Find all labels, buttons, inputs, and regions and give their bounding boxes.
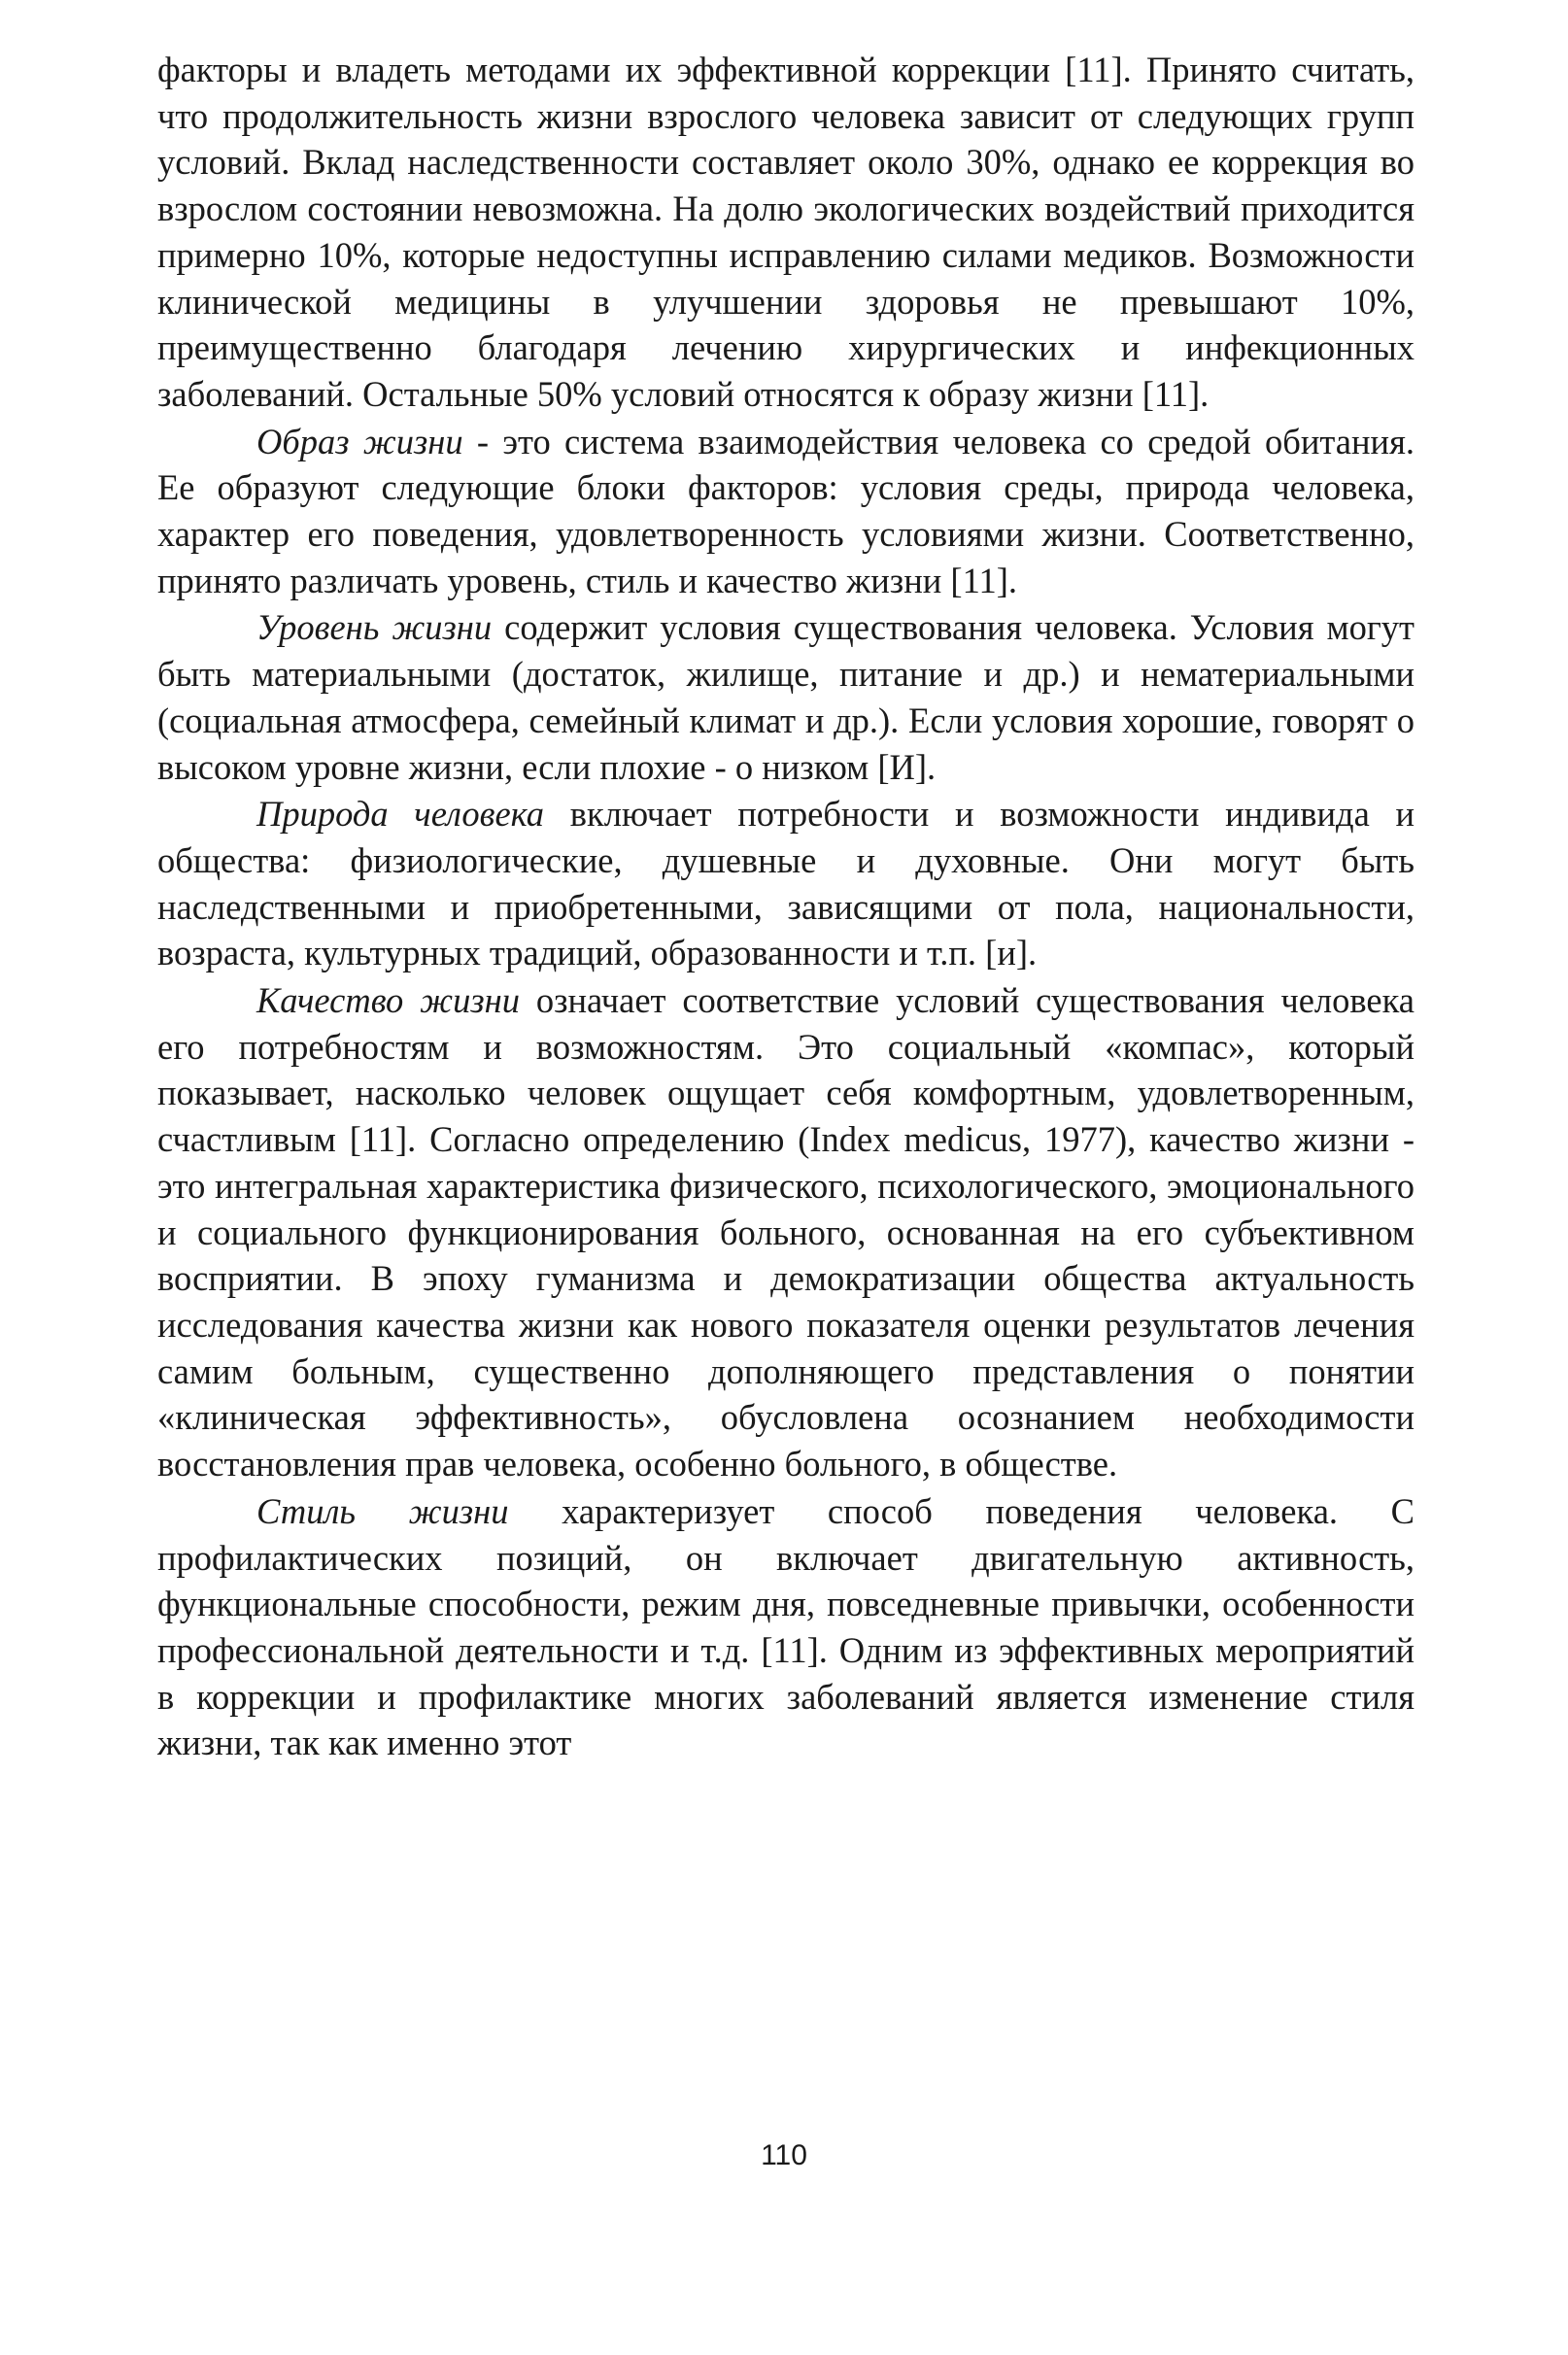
paragraph-living-standard xyxy=(157,604,1415,790)
paragraph-text: включает потребности и возможности индивида и общества: физиологические, душевные и духовные. Они могут быть наследственными и приобретенными, зависящими от пола, национальности, возраста, культурных традиций, образованности и т.п. [и]. xyxy=(157,794,1415,973)
page-number: 110 xyxy=(761,2139,807,2171)
paragraph-text: факторы и владеть методами их эффективной коррекции [11]. Принято считать, что продолжительность жизни взрослого человека зависит от следующих групп условий. Вклад наследственности составляет около 30%, однако ее коррекция во взрослом состоянии невозможна. На долю экологических воздействий приходится примерно 10%, которые недоступны исправлению силами медиков. Возможности клинической медицины в улучшении здоровья не превышают 10%, преимущественно благодаря лечению хирургических и инфекционных заболеваний. Остальные 50% условий относятся к образу жизни [11]. xyxy=(157,50,1415,414)
term-living-standard: Уровень жизни xyxy=(256,607,493,648)
paragraph-intro xyxy=(157,47,1415,418)
paragraph-lifestyle-definition xyxy=(157,419,1415,604)
term-way-of-life: Стиль жизни xyxy=(256,1490,509,1531)
paragraph-way-of-life xyxy=(157,1488,1415,1766)
paragraph-text: - это система взаимодействия человека со средой обитания. Ее образуют следующие блоки факторов: условия среды, природа человека, характер его поведения, удовлетворенность условиями жизни. Соответственно, принято различать уровень, стиль и качество жизни [11]. xyxy=(157,421,1415,600)
paragraph-human-nature xyxy=(157,791,1415,976)
body-text xyxy=(157,47,1415,1766)
term-human-nature: Природа человека xyxy=(256,794,545,835)
paragraph-text: означает соответствие условий существования человека его потребностям и возможностям. Это социальный «компас», который показывает, насколько человек ощущает себя комфортным, удовлетворенным, счастливым [11]. Согласно определению (Index medicus, 1977), качество жизни - это интегральная характеристика физического, психологического, эмоционального и социального функционирования больного, основанная на его субъективном восприятии. В эпоху гуманизма и демократизации общества актуальность исследования качества жизни как нового показателя оценки результатов лечения самим больным, существенно дополняющего представления о понятии «клиническая эффективность», обусловлена осознанием необходимости восстановления прав человека, особенно больного, в обществе. xyxy=(157,980,1415,1485)
paragraph-text: содержит условия существования человека. Условия могут быть материальными (достаток, жилище, питание и др.) и нематериальными (социальная атмосфера, семейный климат и др.). Если условия хорошие, говорят о высоком уровне жизни, если плохие - о низком [И]. xyxy=(157,607,1415,787)
paragraph-text: характеризует способ поведения человека. С профилактических позиций, он включает двигательную активность, функциональные способности, режим дня, повседневные привычки, особенности профессиональной деятельности и т.д. [11]. Одним из эффективных мероприятий в коррекции и профилактике многих заболеваний является изменение стиля жизни, так как именно этот xyxy=(157,1490,1415,1763)
paragraph-quality-of-life xyxy=(157,977,1415,1487)
term-quality-of-life: Качество жизни xyxy=(256,980,520,1021)
term-lifestyle: Образ жизни xyxy=(256,421,463,461)
